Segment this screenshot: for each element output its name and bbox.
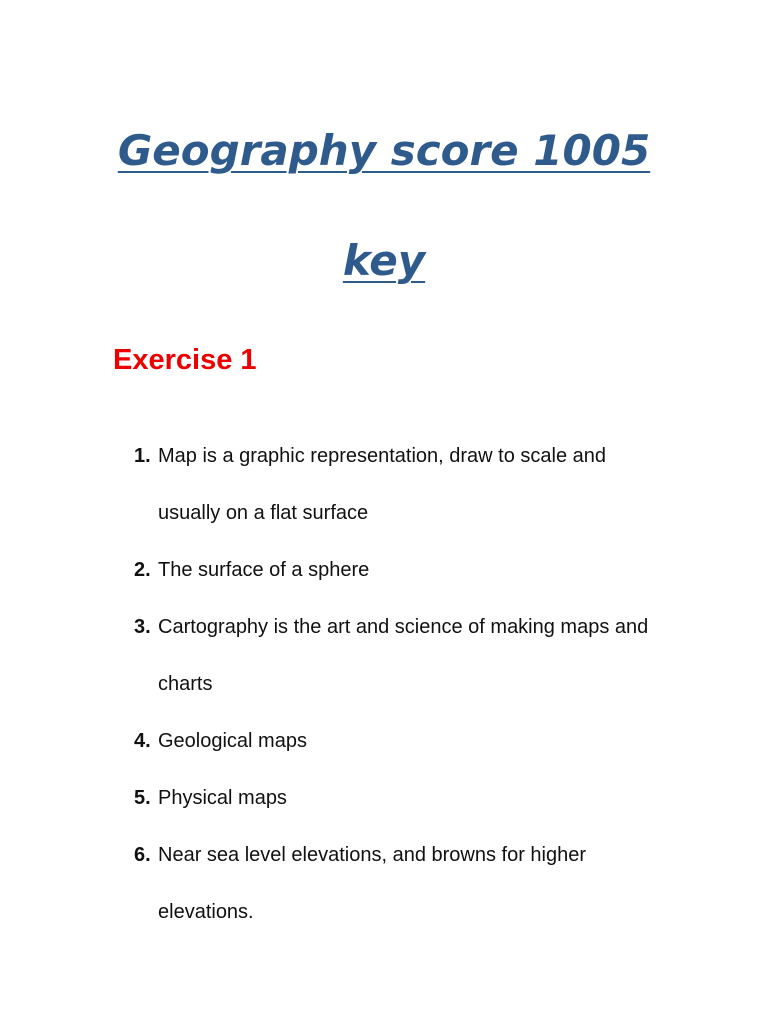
list-item: [134, 542, 694, 599]
list-item-number: 2.: [134, 559, 151, 581]
section-heading-exercise-1: Exercise 1: [113, 344, 257, 376]
list-item: [134, 428, 694, 542]
list-item-number: 5.: [134, 787, 151, 809]
list-item-text: Cartography is the art and science of making maps and charts: [158, 616, 649, 695]
list-item-text: Physical maps: [158, 787, 287, 809]
list-item-text: Near sea level elevations, and browns for higher elevations.: [158, 844, 587, 923]
list-item-text: Geological maps: [158, 730, 307, 752]
list-item-text: The surface of a sphere: [158, 559, 370, 581]
list-item: [134, 713, 694, 770]
page-title-line-2: key: [342, 236, 426, 285]
list-item-number: 6.: [134, 844, 151, 866]
page-title-line-1: Geography score 1005: [117, 126, 651, 175]
list-item-number: 3.: [134, 616, 151, 638]
list-item: [134, 827, 694, 941]
list-item: [134, 770, 694, 827]
list-item: [134, 599, 694, 713]
list-item-number: 4.: [134, 730, 151, 752]
list-item-number: 1.: [134, 445, 151, 467]
list-item-text: Map is a graphic representation, draw to scale and usually on a flat surface: [158, 445, 607, 524]
